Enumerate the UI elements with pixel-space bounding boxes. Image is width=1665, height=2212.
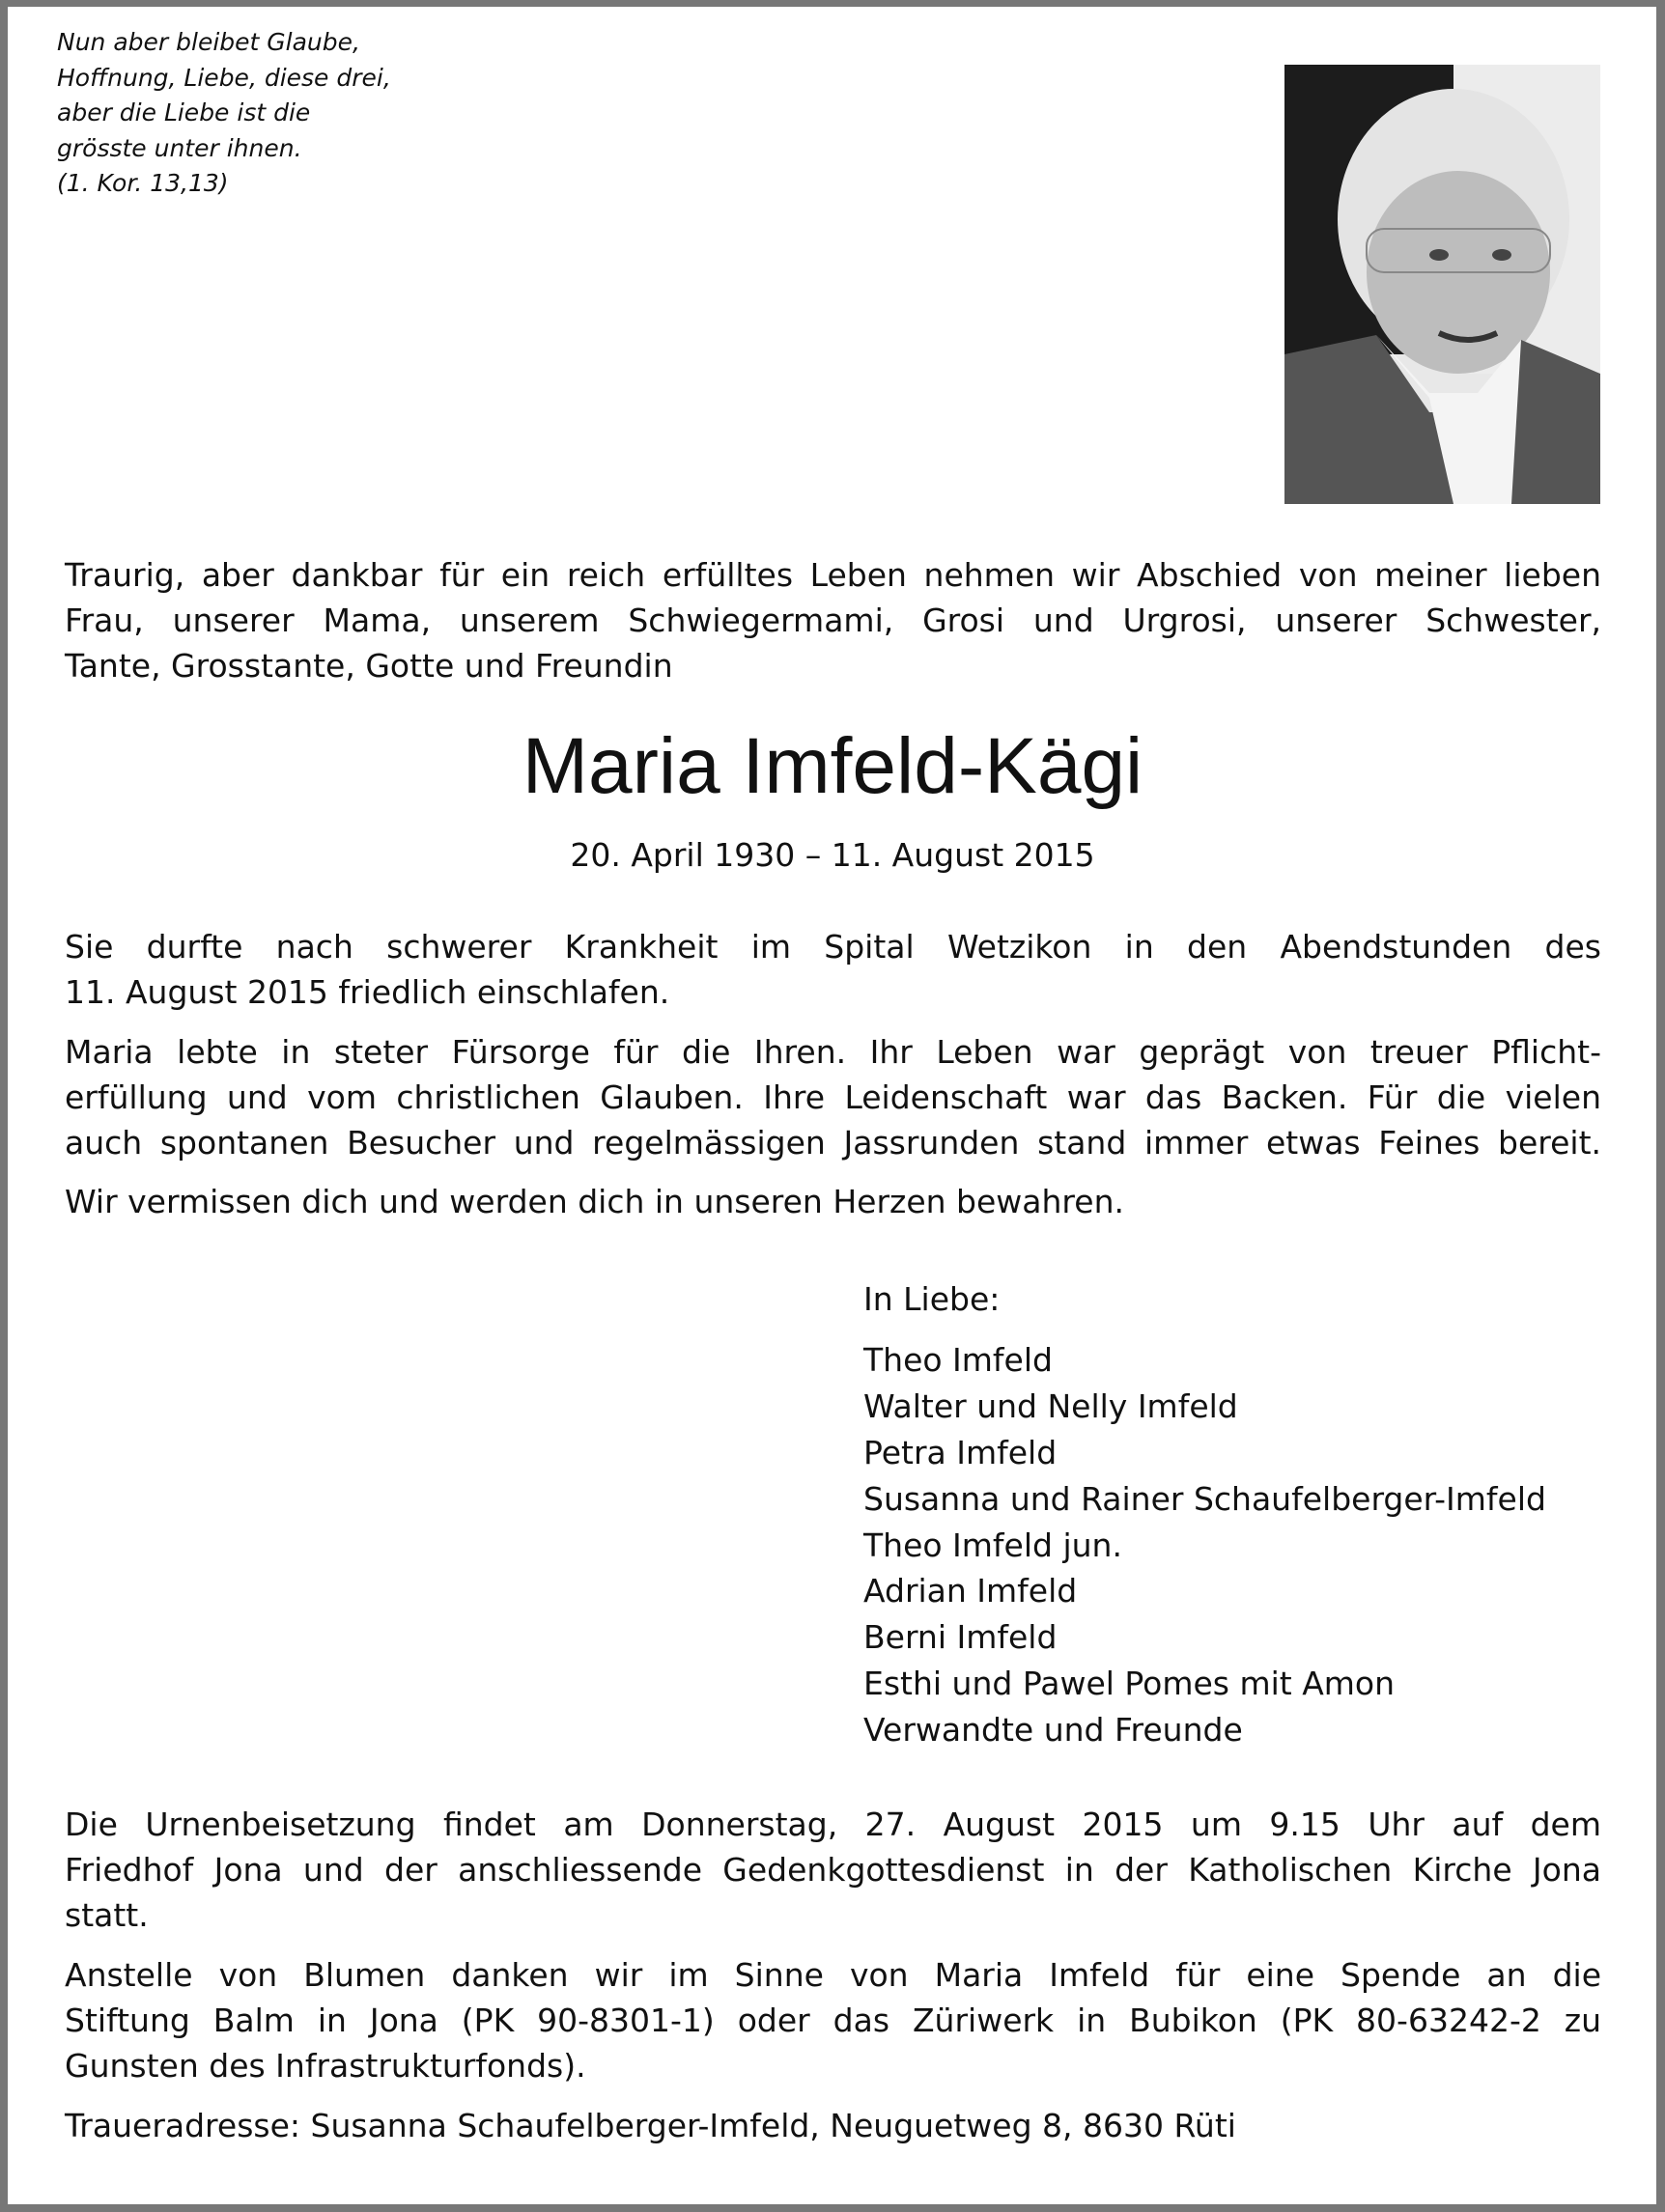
quote-line: grösste unter ihnen. bbox=[57, 133, 302, 162]
deceased-name: Maria Imfeld-Kägi bbox=[522, 722, 1143, 810]
bible-quote bbox=[57, 25, 391, 202]
quote-line: aber die Liebe ist die bbox=[57, 98, 311, 126]
life-paragraph bbox=[65, 1029, 1601, 1165]
quote-line: Nun aber bleibet Glaube, bbox=[57, 28, 360, 56]
text-line: statt. bbox=[65, 1896, 149, 1934]
signer: Esthi und Pawel Pomes mit Amon bbox=[863, 1665, 1396, 1703]
text-line: Gunsten des Infrastrukturfonds). bbox=[65, 2047, 586, 2085]
life-dates: 20. April 1930 – 11. August 2015 bbox=[570, 836, 1095, 874]
signer: Susanna und Rainer Schaufelberger-Imfeld bbox=[863, 1479, 1546, 1518]
quote-reference: (1. Kor. 13,13) bbox=[57, 169, 229, 197]
signer: Theo Imfeld bbox=[863, 1340, 1053, 1379]
mourning-address: Traueradresse: Susanna Schaufelberger-Imfeld, Neuguetweg 8, 8630 Rüti bbox=[65, 2107, 1236, 2144]
portrait-photo bbox=[1284, 65, 1600, 504]
text-line: 11. August 2015 friedlich einschlafen. bbox=[65, 973, 670, 1011]
signers-heading: In Liebe: bbox=[863, 1280, 1001, 1318]
signer: Walter und Nelly Imfeld bbox=[863, 1386, 1238, 1425]
text-line: auch spontanen Besucher und regelmässigen Jassrunden stand immer etwas Feines bereit. bbox=[65, 1124, 1601, 1162]
death-notice-paragraph bbox=[65, 924, 1601, 1015]
signer: Petra Imfeld bbox=[863, 1433, 1058, 1471]
text-line: Friedhof Jona und der anschliessende Gedenkgottesdienst in der Katholischen Kirche Jona bbox=[65, 1851, 1601, 1889]
text-line: Die Urnenbeisetzung findet am Donnerstag, 27. August 2015 um 9.15 Uhr auf dem bbox=[65, 1806, 1601, 1843]
text-line: Stiftung Balm in Jona (PK 90-8301-1) oder das Züriwerk in Bubikon (PK 80-63242-2 zu bbox=[65, 2002, 1601, 2039]
text-line: Anstelle von Blumen danken wir im Sinne von Maria Imfeld für eine Spende an die bbox=[65, 1956, 1601, 1994]
signers-list bbox=[863, 1276, 1546, 1753]
intro-line: Traurig, aber dankbar für ein reich erfülltes Leben nehmen wir Abschied von meiner lieben bbox=[65, 556, 1601, 594]
text-line: Sie durfte nach schwerer Krankheit im Spital Wetzikon in den Abendstunden des bbox=[65, 928, 1601, 966]
signer: Verwandte und Freunde bbox=[863, 1711, 1243, 1750]
donation-paragraph bbox=[65, 1952, 1601, 2088]
signer: Berni Imfeld bbox=[863, 1618, 1058, 1657]
intro-paragraph bbox=[65, 552, 1601, 688]
intro-line: Tante, Grosstante, Gotte und Freundin bbox=[65, 647, 673, 685]
signer: Adrian Imfeld bbox=[863, 1572, 1078, 1610]
signer: Theo Imfeld jun. bbox=[863, 1526, 1122, 1564]
quote-line: Hoffnung, Liebe, diese drei, bbox=[57, 63, 391, 92]
funeral-paragraph bbox=[65, 1802, 1601, 1938]
closing-sentence: Wir vermissen dich und werden dich in unseren Herzen bewahren. bbox=[65, 1183, 1124, 1220]
text-line: Maria lebte in steter Fürsorge für die Ihren. Ihr Leben war geprägt von treuer Pflicht- bbox=[65, 1033, 1601, 1071]
intro-line: Frau, unserer Mama, unserem Schwiegermami, Grosi und Urgrosi, unserer Schwester, bbox=[65, 602, 1601, 639]
text-line: erfüllung und vom christlichen Glauben. Ihre Leidenschaft war das Backen. Für die vielen bbox=[65, 1078, 1601, 1116]
